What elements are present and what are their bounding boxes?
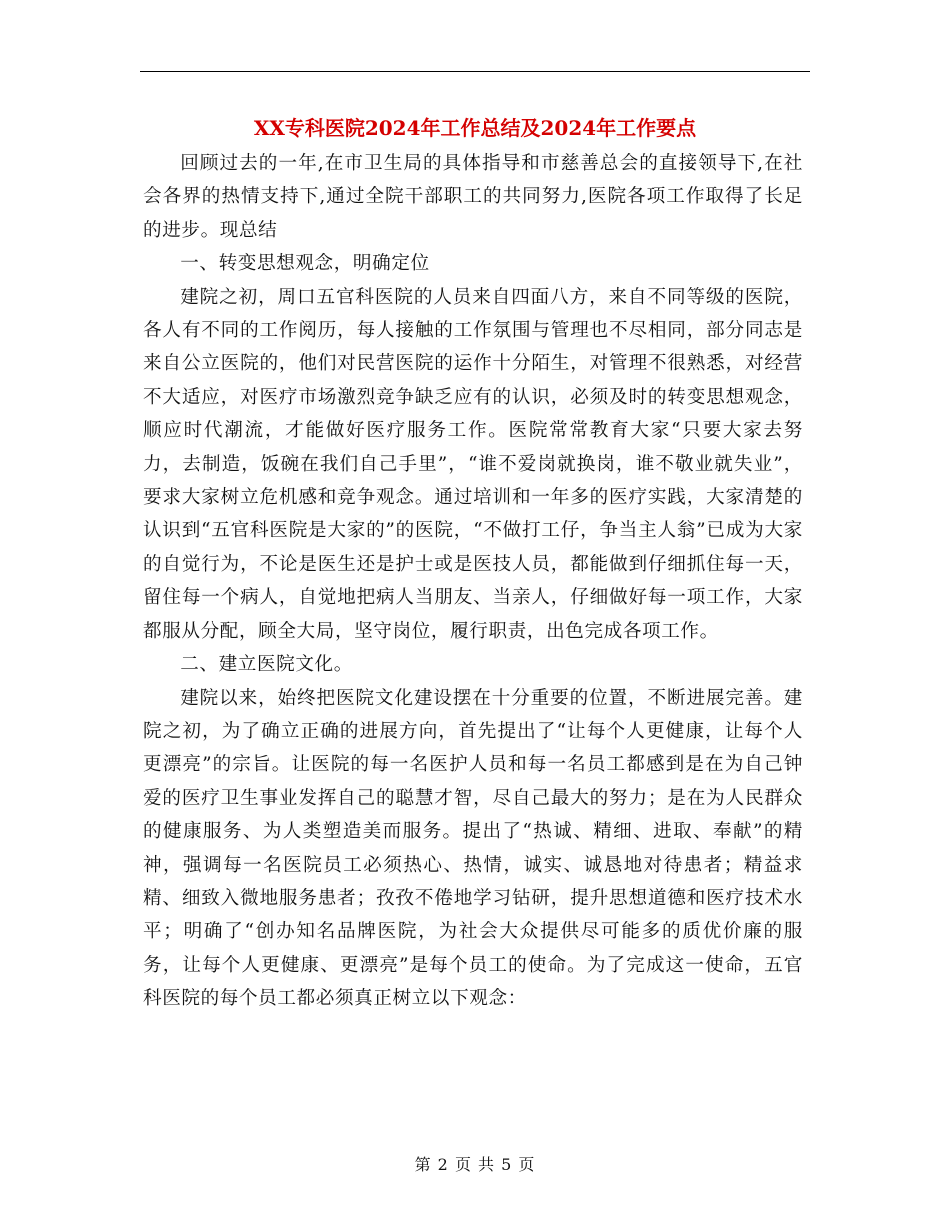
section-2-paragraph: 建院以来，始终把医院文化建设摆在十分重要的位置，不断进展完善。建院之初，为了确立正确的进展方向，首先提出了“让每个人更健康，让每个人更漂亮”的宗旨。让医院的每一名医护人员和每一名员工都感到是在为自己钟爱的医疗卫生事业发挥自己的聪慧才智，尽自己最大的努力；是在为人民群众的健康服务、为人类塑造美而服务。提出了“热诚、精细、进取、奉献”的精神，强调每一名医院员工必须热心、热情，诚实、诚恳地对待患者；精益求精、细致入微地服务患者；孜孜不倦地学习钻研，提升思想道德和医疗技术水平；明确了“创办知名品牌医院，为社会大众提供尽可能多的质优价廉的服务，让每个人更健康、更漂亮”是每个员工的使命。为了完成这一使命，五官科医院的每个员工都必须真正树立以下观念：: [143, 687, 803, 1010]
section-1-paragraph: 建院之初，周口五官科医院的人员来自四面八方，来自不同等级的医院，各人有不同的工作阅历，每人接触的工作氛围与管理也不尽相同，部分同志是来自公立医院的，他们对民营医院的运作十分陌生，对管理不很熟悉，对经营不大适应，对医疗市场激烈竞争缺乏应有的认识，必须及时的转变思想观念，顺应时代潮流，才能做好医疗服务工作。医院常常教育大家“只要大家去努力，去制造，饭碗在我们自己手里”，“谁不爱岗就换岗，谁不敬业就失业”，要求大家树立危机感和竞争观念。通过培训和一年多的医疗实践，大家清楚的认识到“五官科医院是大家的”的医院，“不做打工仔，争当主人翁”已成为大家的自觉行为，不论是医生还是护士或是医技人员，都能做到仔细抓住每一天，留住每一个病人，自觉地把病人当朋友、当亲人，仔细做好每一项工作，大家都服从分配，顾全大局，坚守岗位，履行职责，出色完成各项工作。: [143, 286, 803, 642]
document-body: [143, 147, 803, 1016]
intro-paragraph: 回顾过去的一年,在市卫生局的具体指导和市慈善总会的直接领导下,在社会各界的热情支持下,通过全院干部职工的共同努力,医院各项工作取得了长足的进步。现总结: [143, 153, 803, 241]
section-heading-2: 二、建立医院文化。: [180, 654, 353, 676]
section-heading-1: 一、转变思想观念，明确定位: [180, 253, 430, 275]
document-title: XX专科医院2024年工作总结及2024年工作要点: [253, 116, 697, 140]
header-rule: [140, 71, 810, 72]
page-number: 第 2 页 共 5 页: [414, 1155, 536, 1174]
